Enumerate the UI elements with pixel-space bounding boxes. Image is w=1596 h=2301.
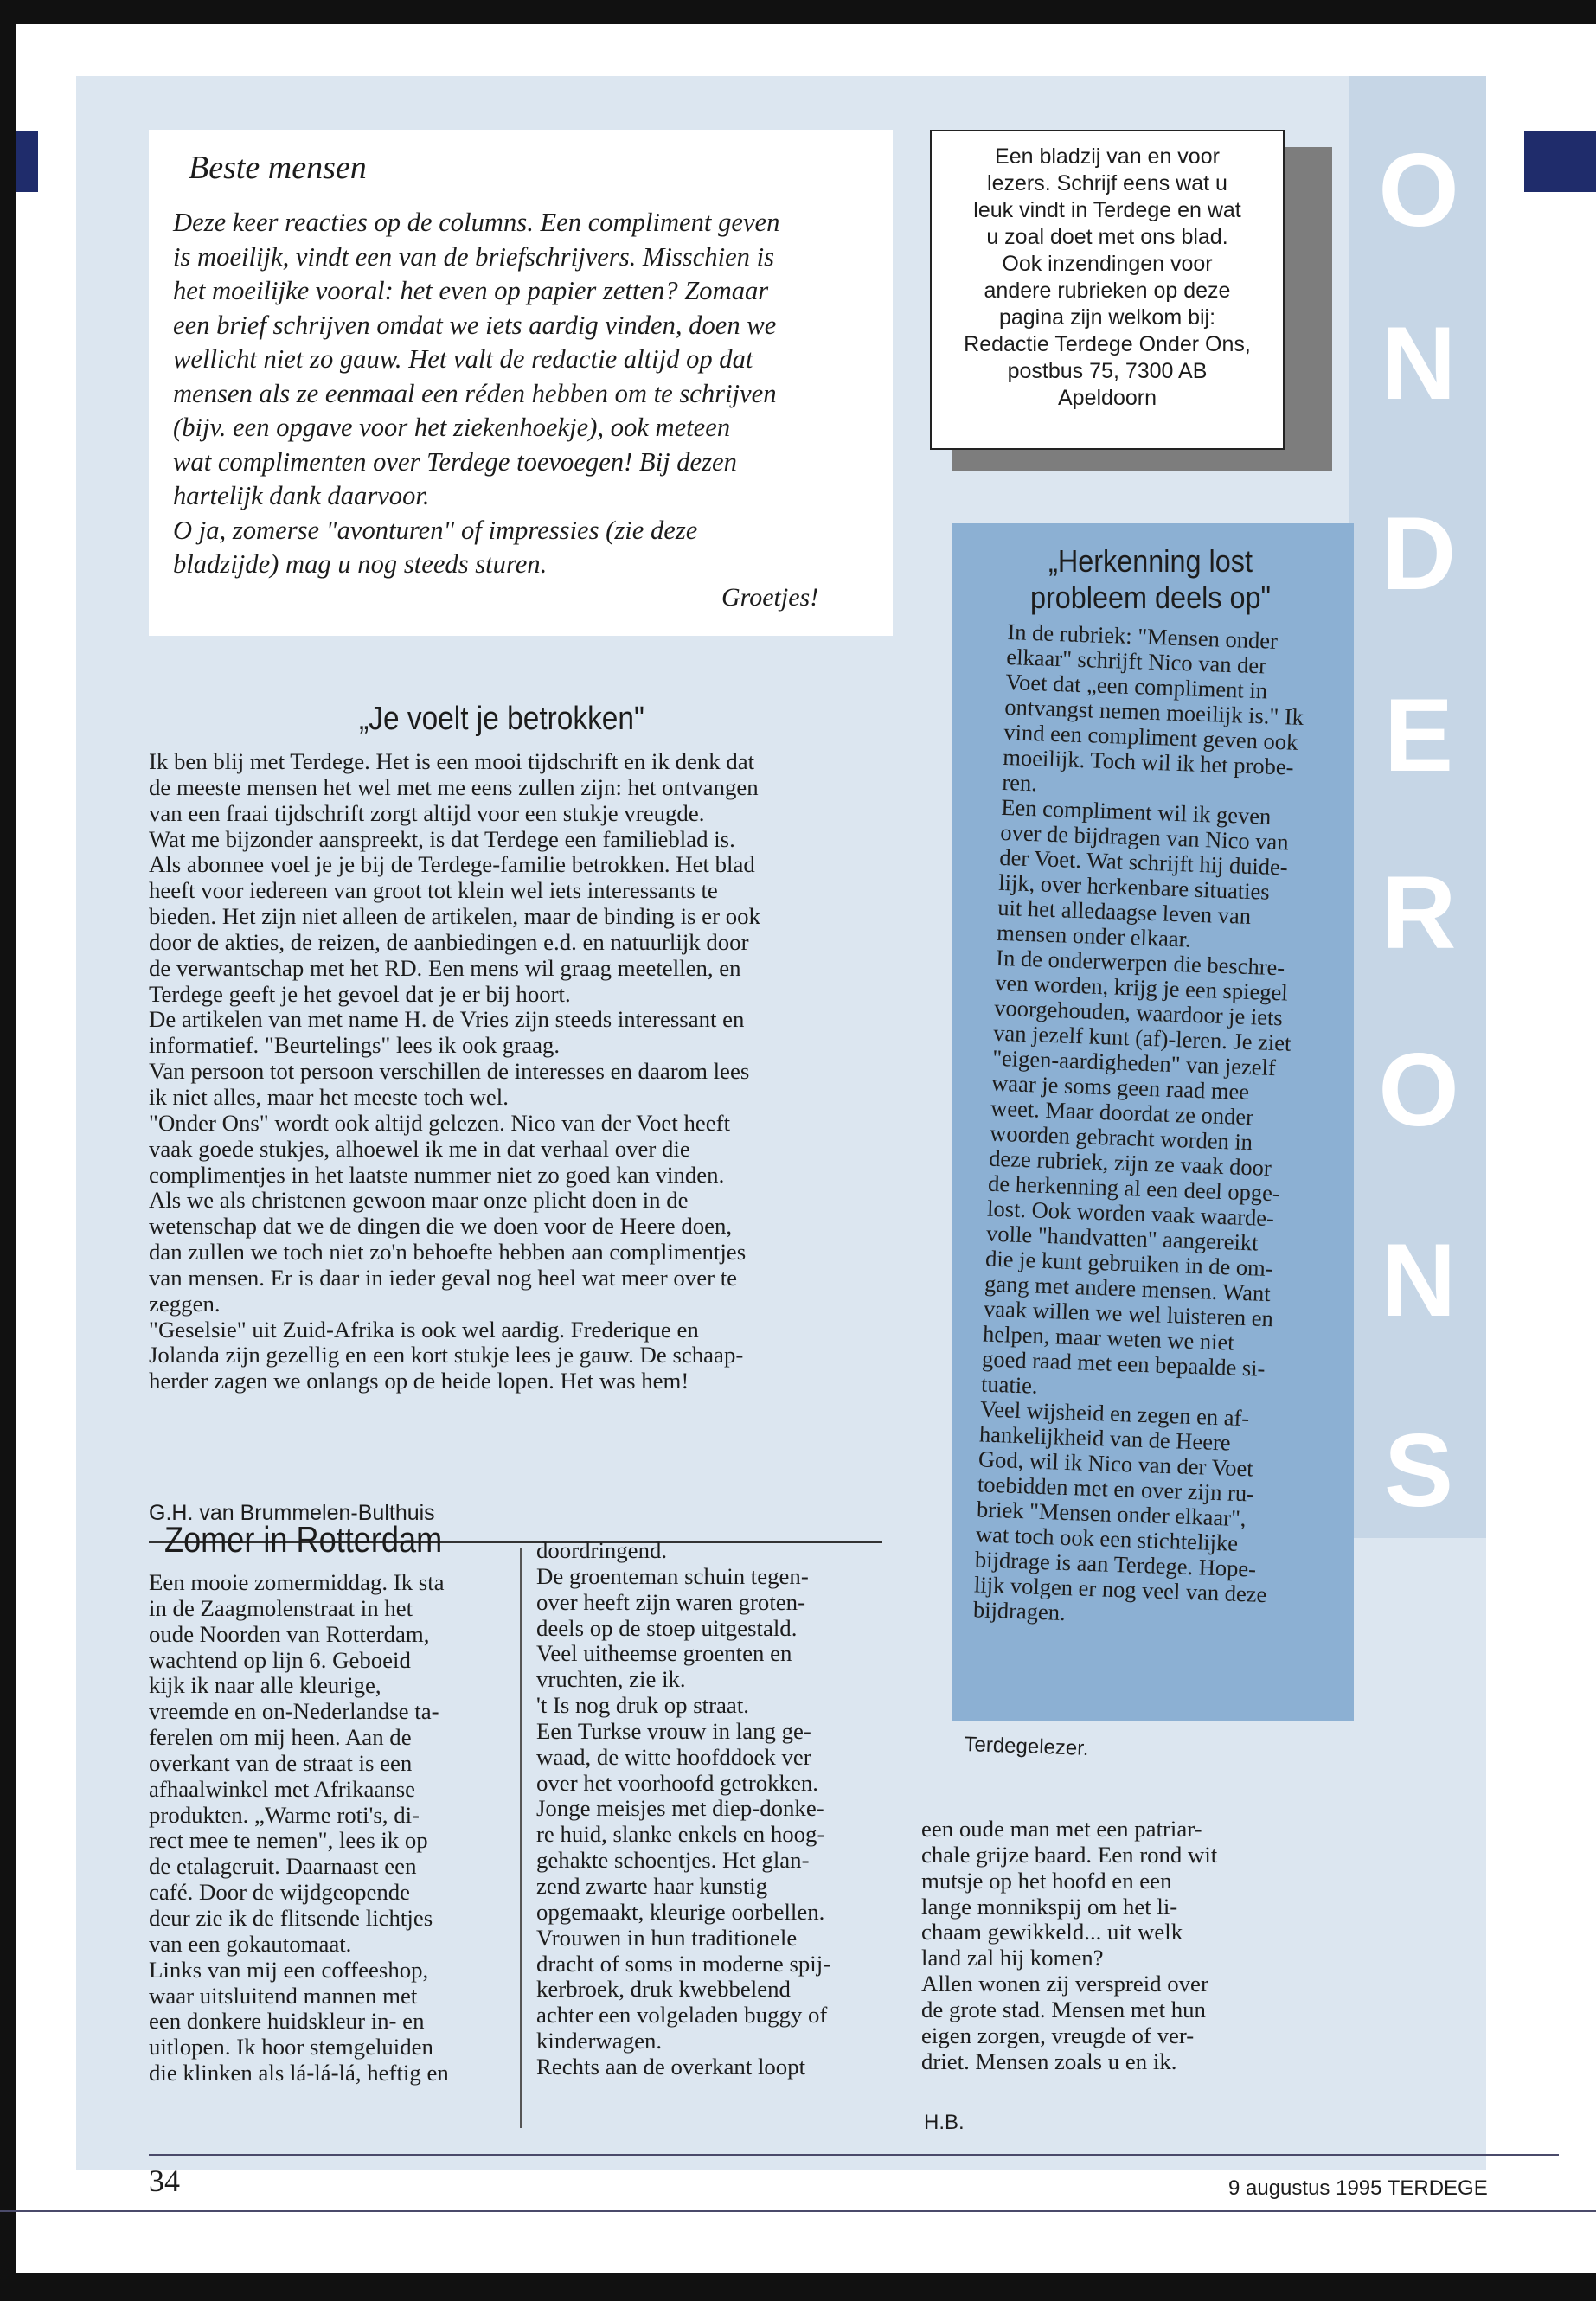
- article-title: Zomer in Rotterdam: [164, 1519, 443, 1560]
- registration-mark-left: [16, 131, 38, 192]
- vertical-title-letter: O: [1378, 132, 1459, 248]
- article-column-1: Een mooie zomermiddag. Ik sta in de Zaagmolenstraat in het oude Noorden van Rotterdam, wachtend op lijn 6. Geboeid kijk ik naar alle kleurige, vreemde en on-Nederlandse ta- ferelen om mij heen. Aan de overkant van de straat is een afhaalwinkel met Afrikaanse produkten. „Warme roti's, di- rect mee te nemen", lees ik op de etalageruit. Daarnaast een café. Door de wijdgeopende deur zie ik de flitsende lichtjes van een gokautomaat. Links van mij een coffeeshop, waar uitsluitend mannen met een donkere huidskleur in- en uitlopen. Ik hoor stemgeluiden die klinken als lá-lá-lá, heftig en: [149, 1569, 449, 2086]
- footer-rule-bottom: [0, 2210, 1596, 2212]
- vertical-title-letter: O: [1378, 1032, 1459, 1148]
- article-signature: H.B.: [924, 2111, 965, 2134]
- page-number: 34: [149, 2163, 180, 2198]
- letter-body: Ik ben blij met Terdege. Het is een mooi tijdschrift en ik denk dat de meeste mensen het wel met me eens zullen zijn: het ontvangen van een fraai tijdschrift zorgt altijd voor een stukje vreugde. Wat me bijzonder aanspreekt, is dat Terdege een familieblad is. Als abonnee voel je je bij de Terdege-familie betrokken. Het blad heeft voor iedereen van groot tot klein wel iets interessants te bieden. Het zijn niet alleen de artikelen, maar de binding is er ook door de akties, de reizen, de aanbiedingen e.d. en natuurlijk door de verwantschap met het RD. Een mens wil graag meetellen, en Terdege geeft je het gevoel dat je er bij hoort. De artikelen van met name H. de Vries zijn steeds interessant en informatief. "Beurtelings" lees ik ook graag. Van persoon tot persoon verschillen de interesses en daarom lees ik niet alles, maar het meeste toch wel. "Onder Ons" wordt ook altijd gelezen. Nico van der Voet heeft vaak goede stukjes, alhoewel ik me in dat verhaal over die complimentjes in het laatste nummer niet zo goed kan vinden. Als we als christenen gewoon maar onze plicht doen in de wetenschap dat we de dingen die we doen voor de Heere doen, dan zullen we toch niet zo'n behoefte hebben aan complimentjes van mensen. Er is daar in ieder geval nog heel wat meer over te zeggen. "Geselsie" uit Zuid-Afrika is ook wel aardig. Frederique en Jolanda zijn gezellig en een kort stukje lees je gauw. De schaap- herder zagen we onlangs op de heide lopen. Het was hem!: [149, 748, 760, 1394]
- intro-body: Deze keer reacties op de columns. Een compliment geven is moeilijk, vindt een van de briefschrijvers. Misschien is het moeilijke vooral: het even op papier zetten? Zomaar een brief schrijven omdat we iets aardig vinden, doen we wellicht niet zo gauw. Het valt de redactie altijd op dat mensen als ze eenmaal een réden hebben om te schrijven (bijv. een opgave voor het ziekenhoekje), ook meteen wat complimenten over Terdege toevoegen! Bij dezen hartelijk dank daarvoor. O ja, zomerse "avonturen" of impressies (zie deze bladzijde) mag u nog steeds sturen.: [173, 208, 780, 579]
- intro-salutation: Beste mensen: [189, 150, 367, 186]
- sidebar-body: In de rubriek: "Mensen onder elkaar" schrijft Nico van der Voet dat „een compliment in ontvangst nemen moeilijk is." Ik vind een compliment geven ook moeilijk. Toch wil ik het probe- ren. Een compliment wil ik geven over de bijdragen van Nico van der Voet. Wat schrijft hij duide- lijk, over herkenbare situaties uit het alledaagse leven van mensen onder elkaar. In de onderwerpen die beschre- ven worden, krijg je een spiegel voorgehouden, waardoor je iets van jezelf kunt (af)-leren. Je ziet "eigen-aardigheden" van jezelf waar je soms geen raad mee weet. Maar doordat ze onder woorden gebracht worden in deze rubriek, zijn ze vaak door de herkenning al een deel opge- lost. Ook worden vaak waarde- volle "handvatten" aangereikt die je kunt gebruiken in de om- gang met andere mensen. Want vaak willen we wel luisteren en helpen, maar weten we niet goed raad met een bepaalde si- tuatie. Veel wijsheid en zegen en af- hankelijkheid van de Heere God, wil ik Nico van der Voet toebidden met en over zijn ru- briek "Mensen onder elkaar", wat toch ook een stichtelijke bijdrage is aan Terdege. Hope- lijk volgen er nog veel van deze bijdragen.: [972, 619, 1304, 1626]
- vertical-title-letter: R: [1381, 855, 1457, 971]
- scan-border-left: [0, 0, 16, 2301]
- vertical-title-letter: N: [1381, 1222, 1457, 1338]
- footer-rule-top: [149, 2154, 1559, 2156]
- vertical-title-letter: N: [1381, 305, 1457, 421]
- vertical-title-letter: D: [1381, 496, 1457, 612]
- vertical-title-letter: S: [1383, 1413, 1454, 1529]
- contact-text: Een bladzij van en voor lezers. Schrijf eens wat u leuk vindt in Terdege en wat u zoal doet met ons blad. Ook inzendingen voor andere rubrieken op deze pagina zijn welkom bij: Redactie Terdege Onder Ons, postbus 75, 7300 AB Apeldoorn: [964, 144, 1251, 410]
- scan-border-bottom: [0, 2273, 1596, 2301]
- sidebar-title: „Herkenning lost probleem deels op": [1029, 543, 1272, 615]
- column-divider: [520, 1548, 522, 2128]
- scan-border-top: [0, 0, 1596, 24]
- vertical-title-letter: E: [1383, 677, 1454, 793]
- letter-signature: G.H. van Brummelen-Bulthuis: [149, 1501, 435, 1525]
- footer-issue: 9 augustus 1995 TERDEGE: [1228, 2176, 1488, 2200]
- sidebar-signature: Terdegelezer.: [964, 1733, 1090, 1761]
- article-column-3: een oude man met een patriar- chale grijze baard. Een rond wit mutsje op het hoofd en een lange monnikspij om het li- chaam gewikkeld... uit welk land zal hij komen? Allen wonen zij verspreid over de grote stad. Mensen met hun eigen zorgen, vreugde of ver- driet. Mensen zoals u en ik.: [921, 1816, 1218, 2074]
- intro-signoff: Groetjes!: [721, 583, 819, 612]
- registration-mark-right: [1524, 131, 1596, 192]
- letter-title: „Je voelt je betrokken": [359, 701, 644, 737]
- article-column-2: doordringend. De groenteman schuin tegen- over heeft zijn waren groten- deels op de stoep uitgestald. Veel uitheemse groenten en vruchten, zie ik. 't Is nog druk op straat. Een Turkse vrouw in lang ge- waad, de witte hoofddoek ver over het voorhoofd getrokken. Jonge meisjes met diep-donke- re huid, slanke enkels en hoog- gehakte schoentjes. Het glan- zend zwarte haar kunstig opgemaakt, kleurige oorbellen. Vrouwen in hun traditionele dracht of soms in moderne spij- kerbroek, druk kwebbelend achter een volgeladen buggy of kinderwagen. Rechts aan de overkant loopt: [536, 1537, 831, 2080]
